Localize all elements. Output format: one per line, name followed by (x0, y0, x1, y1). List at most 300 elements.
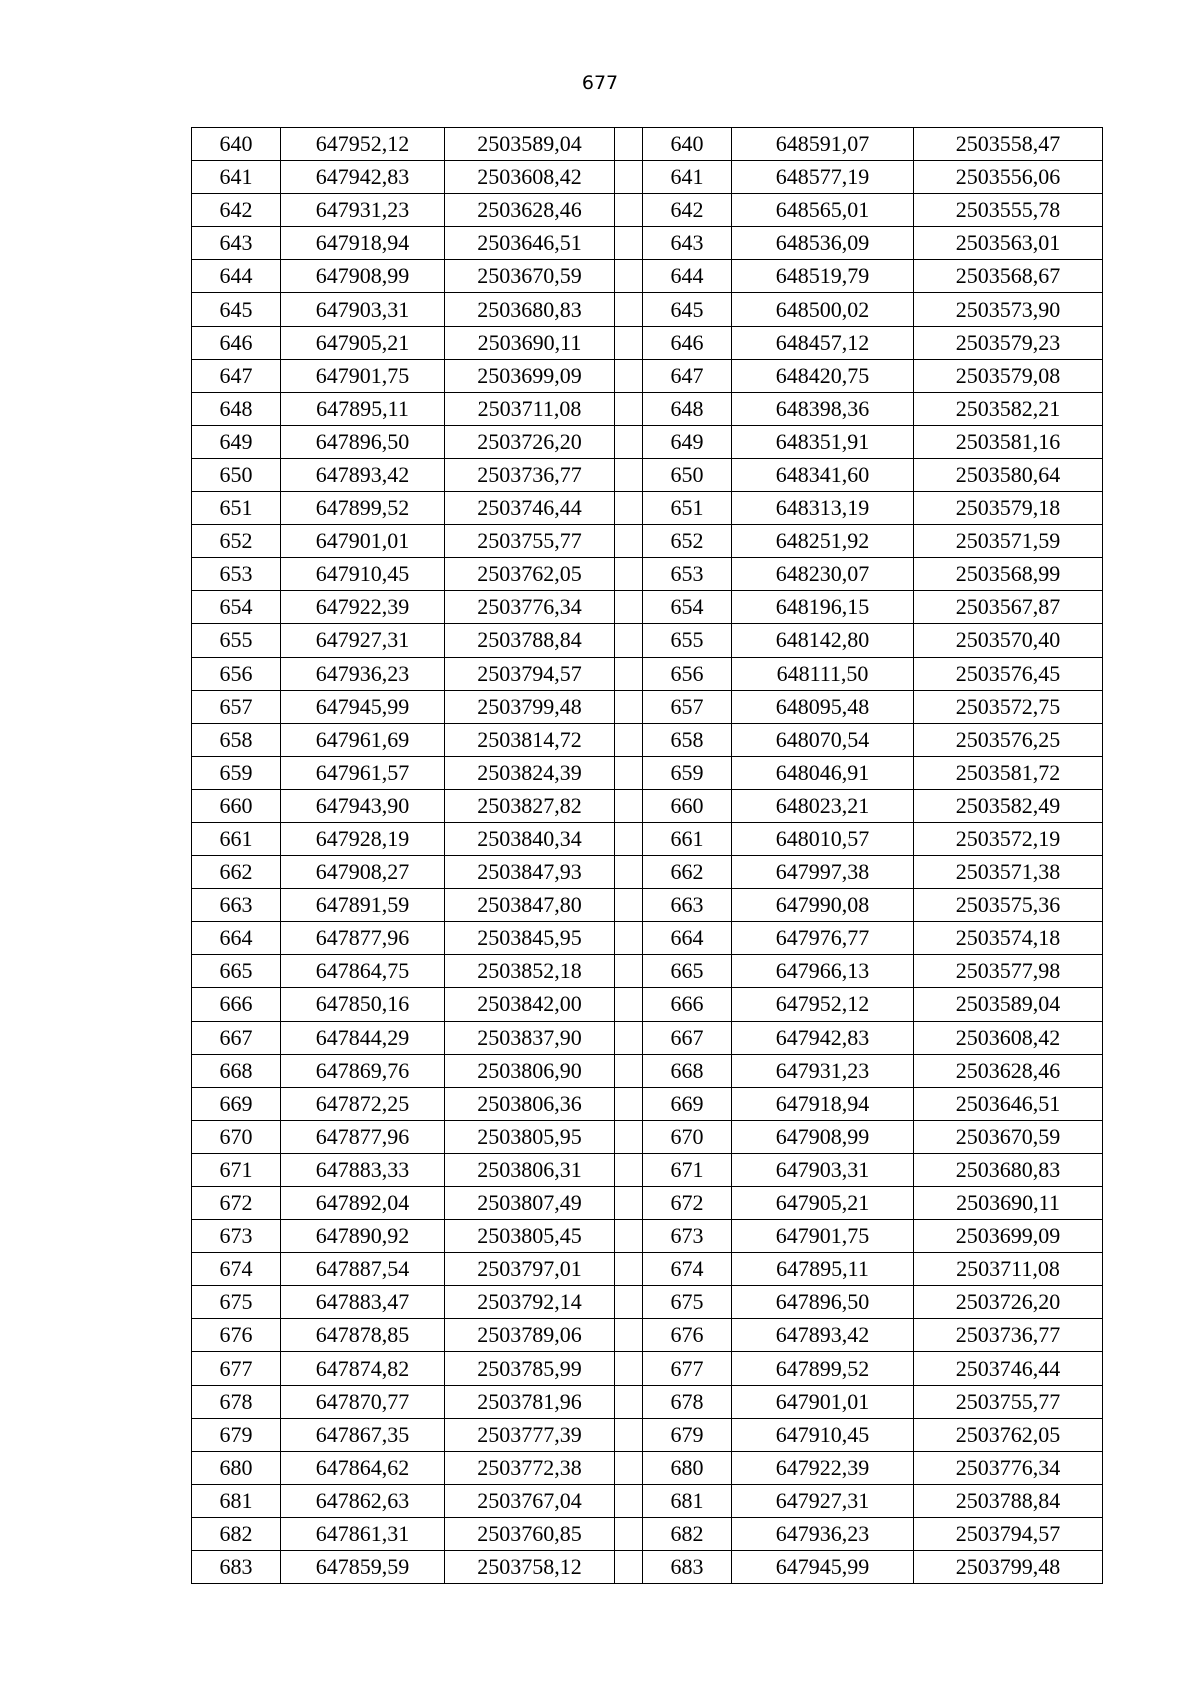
right-point-number: 651 (643, 492, 732, 525)
right-point-number: 652 (643, 525, 732, 558)
spacer-cell (615, 1220, 643, 1253)
left-x-coordinate: 647931,23 (281, 194, 445, 227)
table-row (192, 425, 1103, 458)
right-x-coordinate: 647936,23 (732, 1517, 914, 1550)
left-point-number: 652 (192, 525, 281, 558)
left-x-coordinate: 647877,96 (281, 922, 445, 955)
left-y-coordinate: 2503670,59 (445, 260, 615, 293)
left-x-coordinate: 647910,45 (281, 558, 445, 591)
left-y-coordinate: 2503646,51 (445, 227, 615, 260)
right-point-number: 669 (643, 1087, 732, 1120)
left-point-number: 649 (192, 425, 281, 458)
left-point-number: 645 (192, 293, 281, 326)
table-row (192, 591, 1103, 624)
left-x-coordinate: 647883,33 (281, 1153, 445, 1186)
right-point-number: 667 (643, 1021, 732, 1054)
left-x-coordinate: 647901,01 (281, 525, 445, 558)
right-x-coordinate: 648070,54 (732, 723, 914, 756)
right-x-coordinate: 648196,15 (732, 591, 914, 624)
left-y-coordinate: 2503690,11 (445, 326, 615, 359)
left-point-number: 660 (192, 789, 281, 822)
left-y-coordinate: 2503776,34 (445, 591, 615, 624)
right-point-number: 655 (643, 624, 732, 657)
left-y-coordinate: 2503842,00 (445, 988, 615, 1021)
right-point-number: 660 (643, 789, 732, 822)
left-point-number: 678 (192, 1385, 281, 1418)
spacer-cell (615, 591, 643, 624)
table-row (192, 756, 1103, 789)
left-point-number: 674 (192, 1253, 281, 1286)
spacer-cell (615, 1253, 643, 1286)
left-y-coordinate: 2503628,46 (445, 194, 615, 227)
left-point-number: 669 (192, 1087, 281, 1120)
left-point-number: 662 (192, 856, 281, 889)
right-x-coordinate: 648420,75 (732, 359, 914, 392)
right-point-number: 679 (643, 1418, 732, 1451)
right-x-coordinate: 647927,31 (732, 1484, 914, 1517)
right-y-coordinate: 2503576,25 (914, 723, 1103, 756)
spacer-cell (615, 1021, 643, 1054)
right-y-coordinate: 2503746,44 (914, 1352, 1103, 1385)
right-y-coordinate: 2503589,04 (914, 988, 1103, 1021)
left-x-coordinate: 647850,16 (281, 988, 445, 1021)
table-row (192, 1153, 1103, 1186)
right-point-number: 664 (643, 922, 732, 955)
right-x-coordinate: 648251,92 (732, 525, 914, 558)
left-point-number: 642 (192, 194, 281, 227)
left-x-coordinate: 647844,29 (281, 1021, 445, 1054)
right-x-coordinate: 648577,19 (732, 161, 914, 194)
right-x-coordinate: 647895,11 (732, 1253, 914, 1286)
spacer-cell (615, 1120, 643, 1153)
left-x-coordinate: 647896,50 (281, 425, 445, 458)
right-y-coordinate: 2503726,20 (914, 1286, 1103, 1319)
page-number: 677 (581, 72, 619, 94)
right-y-coordinate: 2503563,01 (914, 227, 1103, 260)
spacer-cell (615, 492, 643, 525)
table-row (192, 1418, 1103, 1451)
table-row (192, 1021, 1103, 1054)
right-x-coordinate: 647896,50 (732, 1286, 914, 1319)
left-x-coordinate: 647908,27 (281, 856, 445, 889)
spacer-cell (615, 1153, 643, 1186)
right-x-coordinate: 648313,19 (732, 492, 914, 525)
right-y-coordinate: 2503555,78 (914, 194, 1103, 227)
left-x-coordinate: 647927,31 (281, 624, 445, 657)
spacer-cell (615, 955, 643, 988)
right-x-coordinate: 648591,07 (732, 128, 914, 161)
table-row (192, 1054, 1103, 1087)
left-y-coordinate: 2503699,09 (445, 359, 615, 392)
table-row (192, 922, 1103, 955)
left-y-coordinate: 2503760,85 (445, 1517, 615, 1550)
right-y-coordinate: 2503574,18 (914, 922, 1103, 955)
right-point-number: 674 (643, 1253, 732, 1286)
right-y-coordinate: 2503576,45 (914, 657, 1103, 690)
right-y-coordinate: 2503579,08 (914, 359, 1103, 392)
table-row (192, 889, 1103, 922)
table-row (192, 856, 1103, 889)
left-point-number: 653 (192, 558, 281, 591)
right-y-coordinate: 2503571,38 (914, 856, 1103, 889)
spacer-cell (615, 756, 643, 789)
left-point-number: 654 (192, 591, 281, 624)
right-y-coordinate: 2503680,83 (914, 1153, 1103, 1186)
left-x-coordinate: 647945,99 (281, 690, 445, 723)
spacer-cell (615, 458, 643, 491)
left-point-number: 671 (192, 1153, 281, 1186)
spacer-cell (615, 1551, 643, 1584)
right-y-coordinate: 2503568,99 (914, 558, 1103, 591)
table-row (192, 822, 1103, 855)
right-point-number: 682 (643, 1517, 732, 1550)
table-row (192, 128, 1103, 161)
left-x-coordinate: 647869,76 (281, 1054, 445, 1087)
coordinates-table (191, 127, 1103, 1584)
left-x-coordinate: 647901,75 (281, 359, 445, 392)
right-point-number: 643 (643, 227, 732, 260)
left-x-coordinate: 647961,69 (281, 723, 445, 756)
left-x-coordinate: 647864,62 (281, 1451, 445, 1484)
left-y-coordinate: 2503806,36 (445, 1087, 615, 1120)
spacer-cell (615, 1484, 643, 1517)
right-x-coordinate: 647908,99 (732, 1120, 914, 1153)
left-y-coordinate: 2503772,38 (445, 1451, 615, 1484)
right-y-coordinate: 2503556,06 (914, 161, 1103, 194)
spacer-cell (615, 194, 643, 227)
right-x-coordinate: 647997,38 (732, 856, 914, 889)
left-y-coordinate: 2503824,39 (445, 756, 615, 789)
right-y-coordinate: 2503570,40 (914, 624, 1103, 657)
table-row (192, 392, 1103, 425)
right-point-number: 656 (643, 657, 732, 690)
left-y-coordinate: 2503847,93 (445, 856, 615, 889)
right-point-number: 646 (643, 326, 732, 359)
left-point-number: 677 (192, 1352, 281, 1385)
left-point-number: 646 (192, 326, 281, 359)
right-y-coordinate: 2503575,36 (914, 889, 1103, 922)
right-point-number: 678 (643, 1385, 732, 1418)
right-point-number: 671 (643, 1153, 732, 1186)
table-row (192, 1517, 1103, 1550)
right-point-number: 657 (643, 690, 732, 723)
right-y-coordinate: 2503572,75 (914, 690, 1103, 723)
left-y-coordinate: 2503805,95 (445, 1120, 615, 1153)
left-point-number: 667 (192, 1021, 281, 1054)
spacer-cell (615, 723, 643, 756)
left-y-coordinate: 2503807,49 (445, 1187, 615, 1220)
left-point-number: 663 (192, 889, 281, 922)
left-y-coordinate: 2503680,83 (445, 293, 615, 326)
table-row (192, 492, 1103, 525)
right-x-coordinate: 648565,01 (732, 194, 914, 227)
left-y-coordinate: 2503852,18 (445, 955, 615, 988)
left-point-number: 650 (192, 458, 281, 491)
table-row (192, 789, 1103, 822)
spacer-cell (615, 624, 643, 657)
left-y-coordinate: 2503799,48 (445, 690, 615, 723)
right-x-coordinate: 648351,91 (732, 425, 914, 458)
right-x-coordinate: 647901,01 (732, 1385, 914, 1418)
table-row (192, 723, 1103, 756)
right-y-coordinate: 2503794,57 (914, 1517, 1103, 1550)
left-x-coordinate: 647899,52 (281, 492, 445, 525)
left-y-coordinate: 2503837,90 (445, 1021, 615, 1054)
right-y-coordinate: 2503581,72 (914, 756, 1103, 789)
left-point-number: 672 (192, 1187, 281, 1220)
right-x-coordinate: 647918,94 (732, 1087, 914, 1120)
right-y-coordinate: 2503788,84 (914, 1484, 1103, 1517)
coordinates-table-body (192, 128, 1103, 1584)
left-point-number: 644 (192, 260, 281, 293)
right-point-number: 666 (643, 988, 732, 1021)
left-y-coordinate: 2503806,31 (445, 1153, 615, 1186)
right-x-coordinate: 647976,77 (732, 922, 914, 955)
right-x-coordinate: 648142,80 (732, 624, 914, 657)
left-x-coordinate: 647908,99 (281, 260, 445, 293)
spacer-cell (615, 359, 643, 392)
left-y-coordinate: 2503777,39 (445, 1418, 615, 1451)
left-x-coordinate: 647877,96 (281, 1120, 445, 1153)
right-x-coordinate: 648095,48 (732, 690, 914, 723)
left-x-coordinate: 647893,42 (281, 458, 445, 491)
left-x-coordinate: 647872,25 (281, 1087, 445, 1120)
left-y-coordinate: 2503797,01 (445, 1253, 615, 1286)
right-point-number: 673 (643, 1220, 732, 1253)
spacer-cell (615, 856, 643, 889)
right-point-number: 676 (643, 1319, 732, 1352)
right-y-coordinate: 2503582,21 (914, 392, 1103, 425)
right-x-coordinate: 647931,23 (732, 1054, 914, 1087)
right-point-number: 641 (643, 161, 732, 194)
table-row (192, 194, 1103, 227)
left-x-coordinate: 647870,77 (281, 1385, 445, 1418)
table-row (192, 1120, 1103, 1153)
spacer-cell (615, 161, 643, 194)
right-point-number: 659 (643, 756, 732, 789)
right-x-coordinate: 647942,83 (732, 1021, 914, 1054)
right-y-coordinate: 2503567,87 (914, 591, 1103, 624)
right-x-coordinate: 648010,57 (732, 822, 914, 855)
left-y-coordinate: 2503792,14 (445, 1286, 615, 1319)
left-point-number: 680 (192, 1451, 281, 1484)
left-point-number: 657 (192, 690, 281, 723)
table-row (192, 1551, 1103, 1584)
spacer-cell (615, 260, 643, 293)
left-y-coordinate: 2503788,84 (445, 624, 615, 657)
left-y-coordinate: 2503789,06 (445, 1319, 615, 1352)
right-y-coordinate: 2503581,16 (914, 425, 1103, 458)
left-y-coordinate: 2503746,44 (445, 492, 615, 525)
left-x-coordinate: 647905,21 (281, 326, 445, 359)
table-row (192, 1087, 1103, 1120)
table-row (192, 690, 1103, 723)
spacer-cell (615, 1286, 643, 1319)
left-y-coordinate: 2503814,72 (445, 723, 615, 756)
left-point-number: 664 (192, 922, 281, 955)
right-x-coordinate: 648111,50 (732, 657, 914, 690)
right-point-number: 663 (643, 889, 732, 922)
left-point-number: 658 (192, 723, 281, 756)
table-row (192, 293, 1103, 326)
spacer-cell (615, 1418, 643, 1451)
right-x-coordinate: 647966,13 (732, 955, 914, 988)
table-row (192, 1220, 1103, 1253)
left-x-coordinate: 647874,82 (281, 1352, 445, 1385)
right-x-coordinate: 647922,39 (732, 1451, 914, 1484)
spacer-cell (615, 1087, 643, 1120)
left-point-number: 641 (192, 161, 281, 194)
right-x-coordinate: 648457,12 (732, 326, 914, 359)
right-x-coordinate: 647893,42 (732, 1319, 914, 1352)
right-x-coordinate: 648519,79 (732, 260, 914, 293)
left-point-number: 643 (192, 227, 281, 260)
right-point-number: 670 (643, 1120, 732, 1153)
left-x-coordinate: 647922,39 (281, 591, 445, 624)
right-y-coordinate: 2503799,48 (914, 1551, 1103, 1584)
right-point-number: 680 (643, 1451, 732, 1484)
spacer-cell (615, 1319, 643, 1352)
left-y-coordinate: 2503758,12 (445, 1551, 615, 1584)
left-point-number: 675 (192, 1286, 281, 1319)
left-y-coordinate: 2503589,04 (445, 128, 615, 161)
spacer-cell (615, 392, 643, 425)
left-x-coordinate: 647859,59 (281, 1551, 445, 1584)
spacer-cell (615, 789, 643, 822)
table-row (192, 624, 1103, 657)
table-row (192, 558, 1103, 591)
right-point-number: 672 (643, 1187, 732, 1220)
spacer-cell (615, 1517, 643, 1550)
left-x-coordinate: 647952,12 (281, 128, 445, 161)
spacer-cell (615, 558, 643, 591)
right-x-coordinate: 648023,21 (732, 789, 914, 822)
left-point-number: 640 (192, 128, 281, 161)
right-point-number: 640 (643, 128, 732, 161)
spacer-cell (615, 326, 643, 359)
left-x-coordinate: 647918,94 (281, 227, 445, 260)
left-point-number: 668 (192, 1054, 281, 1087)
right-y-coordinate: 2503762,05 (914, 1418, 1103, 1451)
right-y-coordinate: 2503568,67 (914, 260, 1103, 293)
right-x-coordinate: 647910,45 (732, 1418, 914, 1451)
table-row (192, 1253, 1103, 1286)
left-x-coordinate: 647942,83 (281, 161, 445, 194)
right-y-coordinate: 2503628,46 (914, 1054, 1103, 1087)
right-point-number: 649 (643, 425, 732, 458)
left-point-number: 665 (192, 955, 281, 988)
right-point-number: 661 (643, 822, 732, 855)
right-x-coordinate: 647952,12 (732, 988, 914, 1021)
left-x-coordinate: 647878,85 (281, 1319, 445, 1352)
right-y-coordinate: 2503579,23 (914, 326, 1103, 359)
spacer-cell (615, 822, 643, 855)
left-x-coordinate: 647903,31 (281, 293, 445, 326)
right-y-coordinate: 2503711,08 (914, 1253, 1103, 1286)
right-point-number: 658 (643, 723, 732, 756)
left-x-coordinate: 647867,35 (281, 1418, 445, 1451)
left-x-coordinate: 647895,11 (281, 392, 445, 425)
left-y-coordinate: 2503726,20 (445, 425, 615, 458)
right-x-coordinate: 648230,07 (732, 558, 914, 591)
left-point-number: 676 (192, 1319, 281, 1352)
left-x-coordinate: 647961,57 (281, 756, 445, 789)
table-row (192, 1352, 1103, 1385)
table-row (192, 161, 1103, 194)
right-y-coordinate: 2503690,11 (914, 1187, 1103, 1220)
right-x-coordinate: 647899,52 (732, 1352, 914, 1385)
left-x-coordinate: 647862,63 (281, 1484, 445, 1517)
left-x-coordinate: 647887,54 (281, 1253, 445, 1286)
right-point-number: 645 (643, 293, 732, 326)
left-x-coordinate: 647943,90 (281, 789, 445, 822)
table-row (192, 1187, 1103, 1220)
left-y-coordinate: 2503736,77 (445, 458, 615, 491)
spacer-cell (615, 1451, 643, 1484)
right-y-coordinate: 2503571,59 (914, 525, 1103, 558)
spacer-cell (615, 657, 643, 690)
right-point-number: 668 (643, 1054, 732, 1087)
spacer-cell (615, 988, 643, 1021)
spacer-cell (615, 690, 643, 723)
spacer-cell (615, 889, 643, 922)
spacer-cell (615, 1054, 643, 1087)
right-y-coordinate: 2503736,77 (914, 1319, 1103, 1352)
right-x-coordinate: 648341,60 (732, 458, 914, 491)
table-row (192, 458, 1103, 491)
right-x-coordinate: 647905,21 (732, 1187, 914, 1220)
right-point-number: 642 (643, 194, 732, 227)
right-x-coordinate: 647945,99 (732, 1551, 914, 1584)
left-x-coordinate: 647892,04 (281, 1187, 445, 1220)
right-y-coordinate: 2503580,64 (914, 458, 1103, 491)
left-x-coordinate: 647928,19 (281, 822, 445, 855)
left-point-number: 681 (192, 1484, 281, 1517)
left-y-coordinate: 2503845,95 (445, 922, 615, 955)
right-y-coordinate: 2503776,34 (914, 1451, 1103, 1484)
right-y-coordinate: 2503579,18 (914, 492, 1103, 525)
left-point-number: 670 (192, 1120, 281, 1153)
left-y-coordinate: 2503785,99 (445, 1352, 615, 1385)
right-y-coordinate: 2503699,09 (914, 1220, 1103, 1253)
left-y-coordinate: 2503767,04 (445, 1484, 615, 1517)
left-point-number: 655 (192, 624, 281, 657)
left-x-coordinate: 647864,75 (281, 955, 445, 988)
left-point-number: 683 (192, 1551, 281, 1584)
table-row (192, 525, 1103, 558)
left-point-number: 647 (192, 359, 281, 392)
table-row (192, 359, 1103, 392)
spacer-cell (615, 1187, 643, 1220)
left-point-number: 656 (192, 657, 281, 690)
left-point-number: 661 (192, 822, 281, 855)
right-y-coordinate: 2503670,59 (914, 1120, 1103, 1153)
spacer-cell (615, 293, 643, 326)
table-row (192, 260, 1103, 293)
right-y-coordinate: 2503582,49 (914, 789, 1103, 822)
left-y-coordinate: 2503847,80 (445, 889, 615, 922)
spacer-cell (615, 227, 643, 260)
left-point-number: 648 (192, 392, 281, 425)
right-y-coordinate: 2503608,42 (914, 1021, 1103, 1054)
table-row (192, 1385, 1103, 1418)
right-y-coordinate: 2503573,90 (914, 293, 1103, 326)
left-y-coordinate: 2503755,77 (445, 525, 615, 558)
right-point-number: 654 (643, 591, 732, 624)
spacer-cell (615, 922, 643, 955)
left-point-number: 682 (192, 1517, 281, 1550)
left-x-coordinate: 647883,47 (281, 1286, 445, 1319)
